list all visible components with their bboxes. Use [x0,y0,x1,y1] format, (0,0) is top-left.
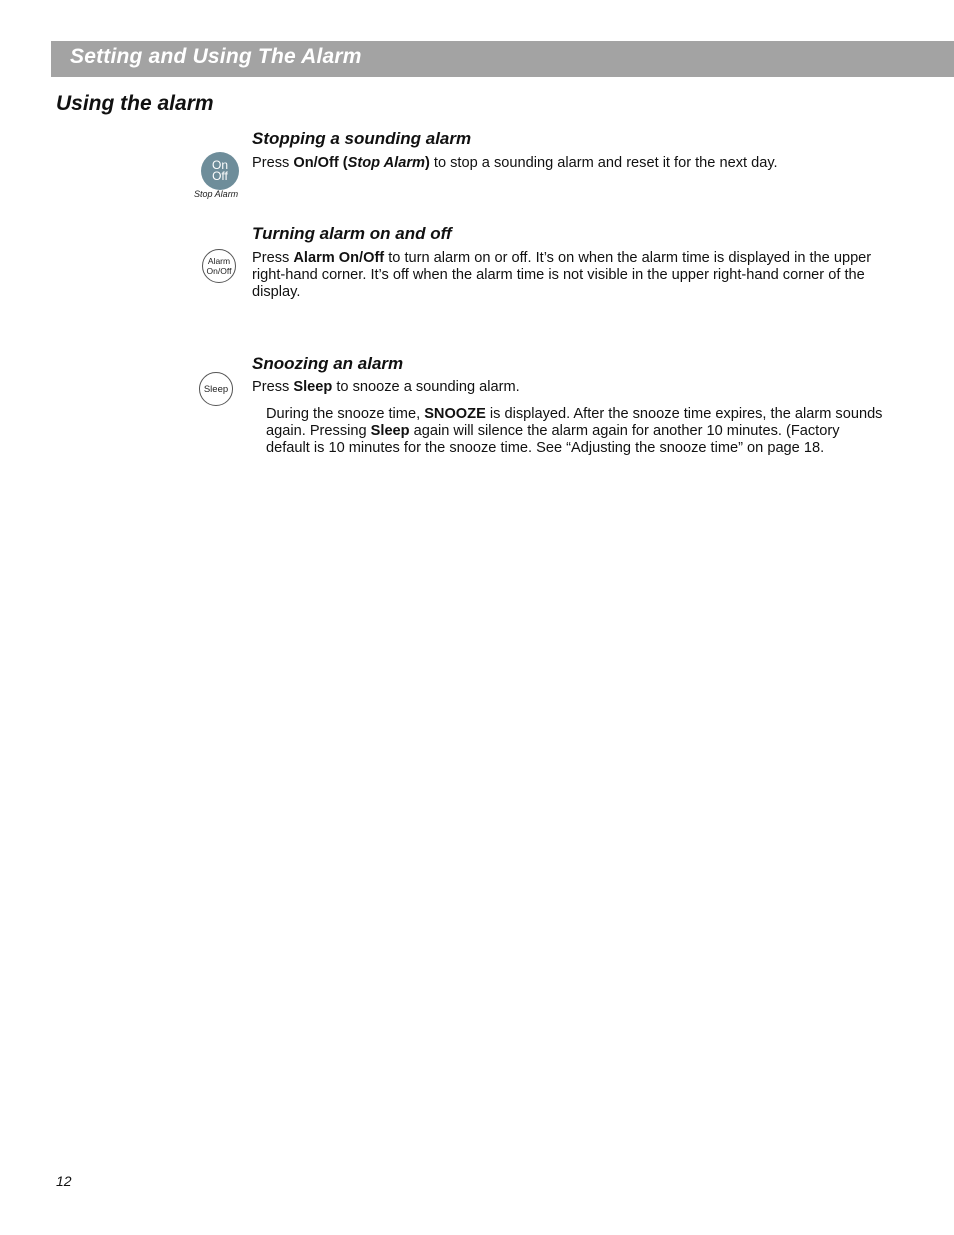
on-off-button-icon [201,152,239,190]
on-off-label-line1: On [211,158,228,172]
key-sleep: Sleep [293,379,333,395]
sleep-label: Sleep [203,383,229,395]
snoozing-paragraph-2: During the snooze time, SNOOZE is displayed. After the snooze time expires, the alarm sounds again. Pressing Sleep again will silence the alarm again for another 10 minutes. (Factory default is 10 minutes for the snooze time. See “Adjusting the snooze time” on page 18. [266,406,883,456]
stopping-paragraph: Press On/Off (Stop Alarm) to stop a sounding alarm and reset it for the next day. [252,155,778,171]
key-alarm-on-off: Alarm On/Off [293,250,385,266]
sleep-button-icon [199,372,233,406]
alarm-label-line1: Alarm [207,256,231,266]
page-title: Using the alarm [56,92,214,115]
snoozing-heading: Snoozing an alarm [252,354,404,373]
stop-alarm-caption: Stop Alarm [194,189,239,199]
stopping-heading: Stopping a sounding alarm [252,129,472,148]
alarm-label-line2: On/Off [206,266,232,276]
turning-paragraph: Press Alarm On/Off to turn alarm on or off. It’s on when the alarm time is displayed in the upper right-hand corner. It’s off when the alarm time is not visible in the upper right-hand corner of the display. [252,250,872,300]
key-on-off: On/Off ( [293,155,348,171]
page-number: 12 [56,1173,72,1189]
key-stop-alarm: Stop Alarm [347,155,425,171]
turning-heading: Turning alarm on and off [252,224,452,243]
snooze-display-text: SNOOZE [424,406,486,422]
snoozing-paragraph-1: Press Sleep to snooze a sounding alarm. [252,379,520,395]
section-banner [51,41,954,77]
banner-title: Setting and Using The Alarm [70,45,362,68]
key-sleep-2: Sleep [370,423,410,439]
on-off-label-line2: Off [212,169,228,183]
alarm-on-off-button-icon [202,249,236,283]
